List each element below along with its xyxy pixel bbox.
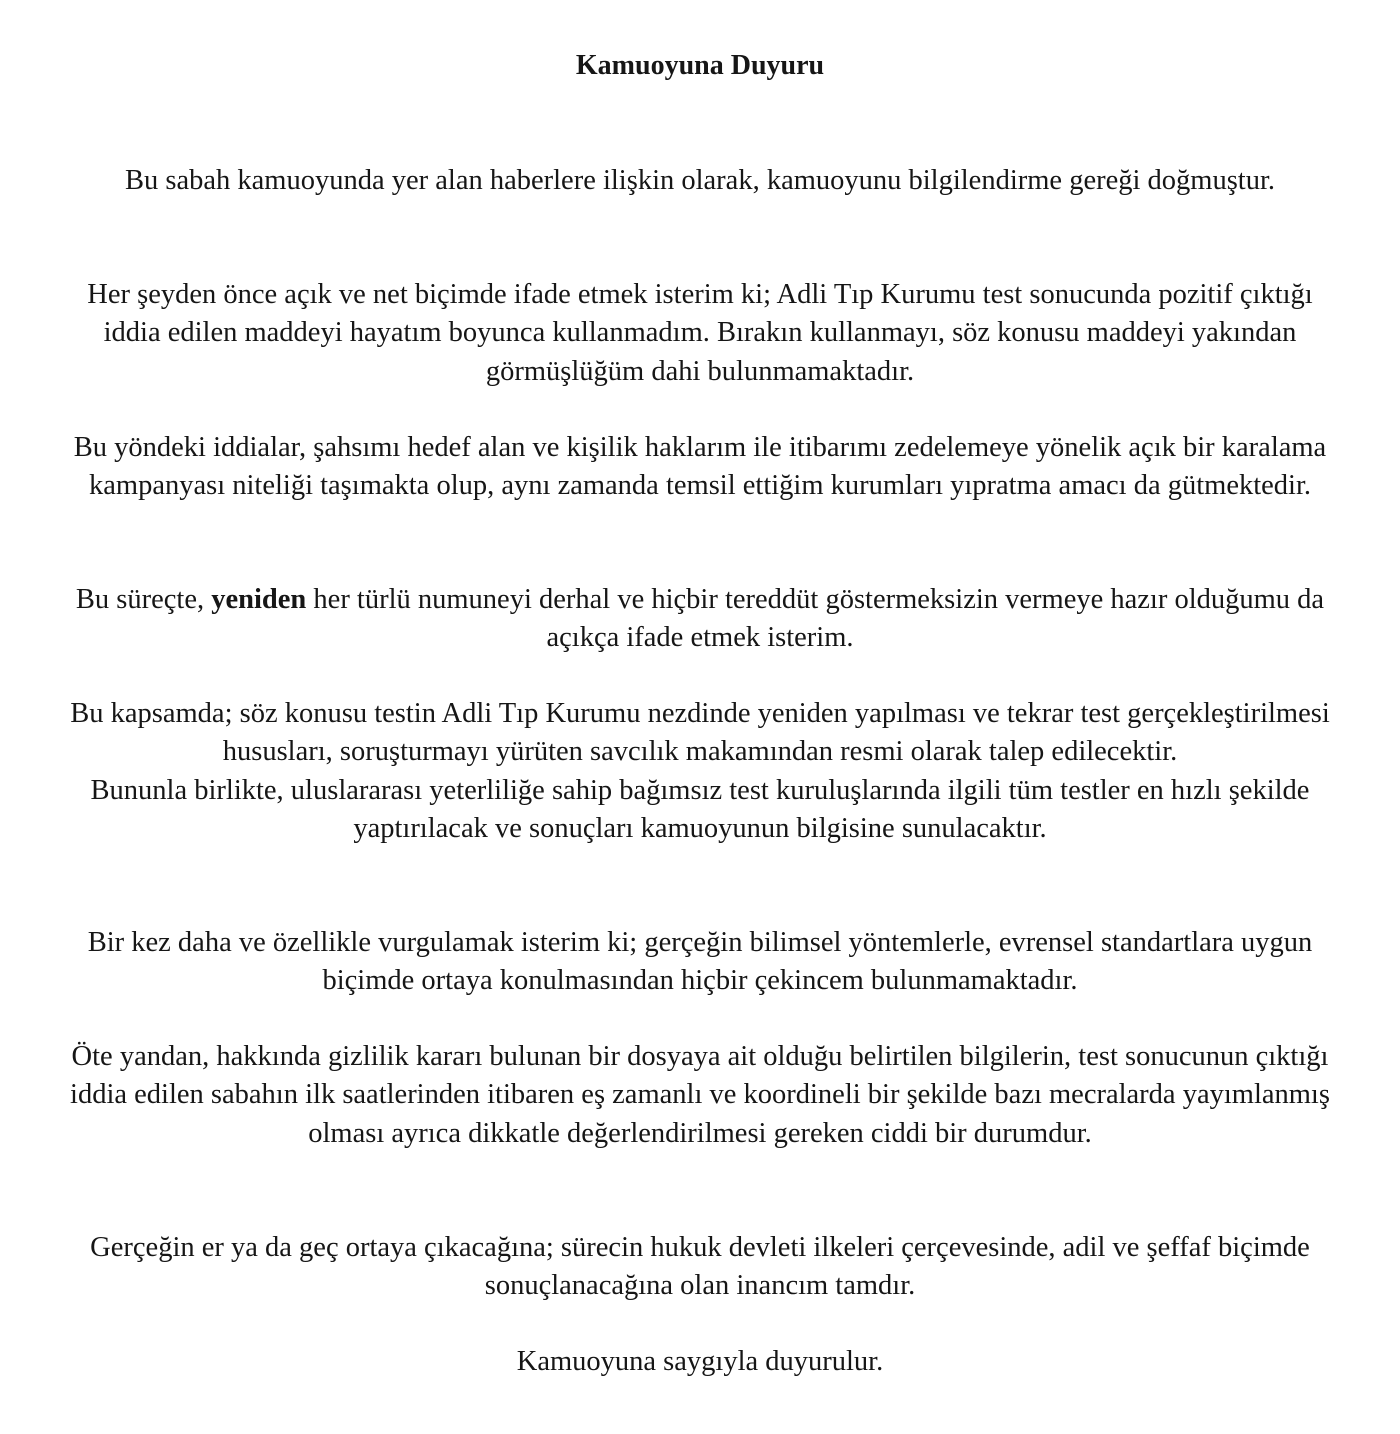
- paragraph-retest-official: Bu kapsamda; söz konusu testin Adli Tıp Kurumu nezdinde yeniden yapılması ve tekrar test gerçekleştirilmesi hususları, soruşturmayı yürüten savcılık makamından resmi olarak talep edilecektir.: [70, 698, 1330, 768]
- paragraph-smear-campaign: Bu yöndeki iddialar, şahsımı hedef alan ve kişilik haklarım ile itibarımı zedelemeye yönelik açık bir karalama kampanyası niteliği taşımakta olup, aynı zamanda temsil ettiğim kurumları yıpratma amacı da gütmektedir.: [73, 432, 1327, 502]
- paragraph-belief-in-justice: Gerçeğin er ya da geç ortaya çıkacağına; sürecin hukuk devleti ilkeleri çerçevesinde, adil ve şeffaf biçimde sonuçlanacağına olan inancım tamdır.: [90, 1232, 1310, 1302]
- paragraph-retest-request: [60, 695, 1340, 848]
- document-title: Kamuoyuna Duyuru: [575, 50, 825, 81]
- emphasis-word: yeniden: [211, 584, 307, 615]
- paragraph-confidentiality-leak: Öte yandan, hakkında gizlilik kararı bulunan bir dosyaya ait olduğu belirtilen bilgilerin, test sonucunun çıktığı iddia edilen sabahın ilk saatlerinden itibaren eş zamanlı ve koordineli bir şekilde bazı mecralarda yayımlanmış olması ayrıca dikkatle değerlendirilmesi gereken ciddi bir durumdur.: [70, 1041, 1330, 1149]
- paragraph-sample-readiness-start: Bu süreçte,: [75, 584, 212, 615]
- paragraph-denial: Her şeyden önce açık ve net biçimde ifade etmek isterim ki; Adli Tıp Kurumu test sonucunda pozitif çıktığı iddia edilen maddeyi hayatım boyunca kullanmadım. Bırakın kullanmayı, söz konusu maddeyi yakından görmüşlüğüm dahi bulunmamaktadır.: [87, 279, 1313, 387]
- paragraph-retest-independent: Bununla birlikte, uluslararası yeterliliğe sahip bağımsız test kuruluşlarında ilgili tüm testler en hızlı şekilde yaptırılacak ve sonuçları kamuoyunun bilgisine sunulacaktır.: [90, 774, 1310, 844]
- paragraph-closing: Kamuoyuna saygıyla duyurulur.: [516, 1346, 884, 1377]
- paragraph-intro: Bu sabah kamuoyunda yer alan haberlere ilişkin olarak, kamuoyunu bilgilendirme gereği doğmuştur.: [125, 165, 1275, 196]
- paragraph-sample-readiness-end: her türlü numuneyi derhal ve hiçbir tereddüt göstermeksizin vermeye hazır olduğumu da açıkça ifade etmek isterim.: [306, 584, 1325, 654]
- paragraph-scientific-methods: Bir kez daha ve özellikle vurgulamak isterim ki; gerçeğin bilimsel yöntemlerle, evrensel standartlara uygun biçimde ortaya konulmasından hiçbir çekincem bulunmamaktadır.: [87, 927, 1313, 997]
- paragraph-sample-readiness: [60, 581, 1340, 658]
